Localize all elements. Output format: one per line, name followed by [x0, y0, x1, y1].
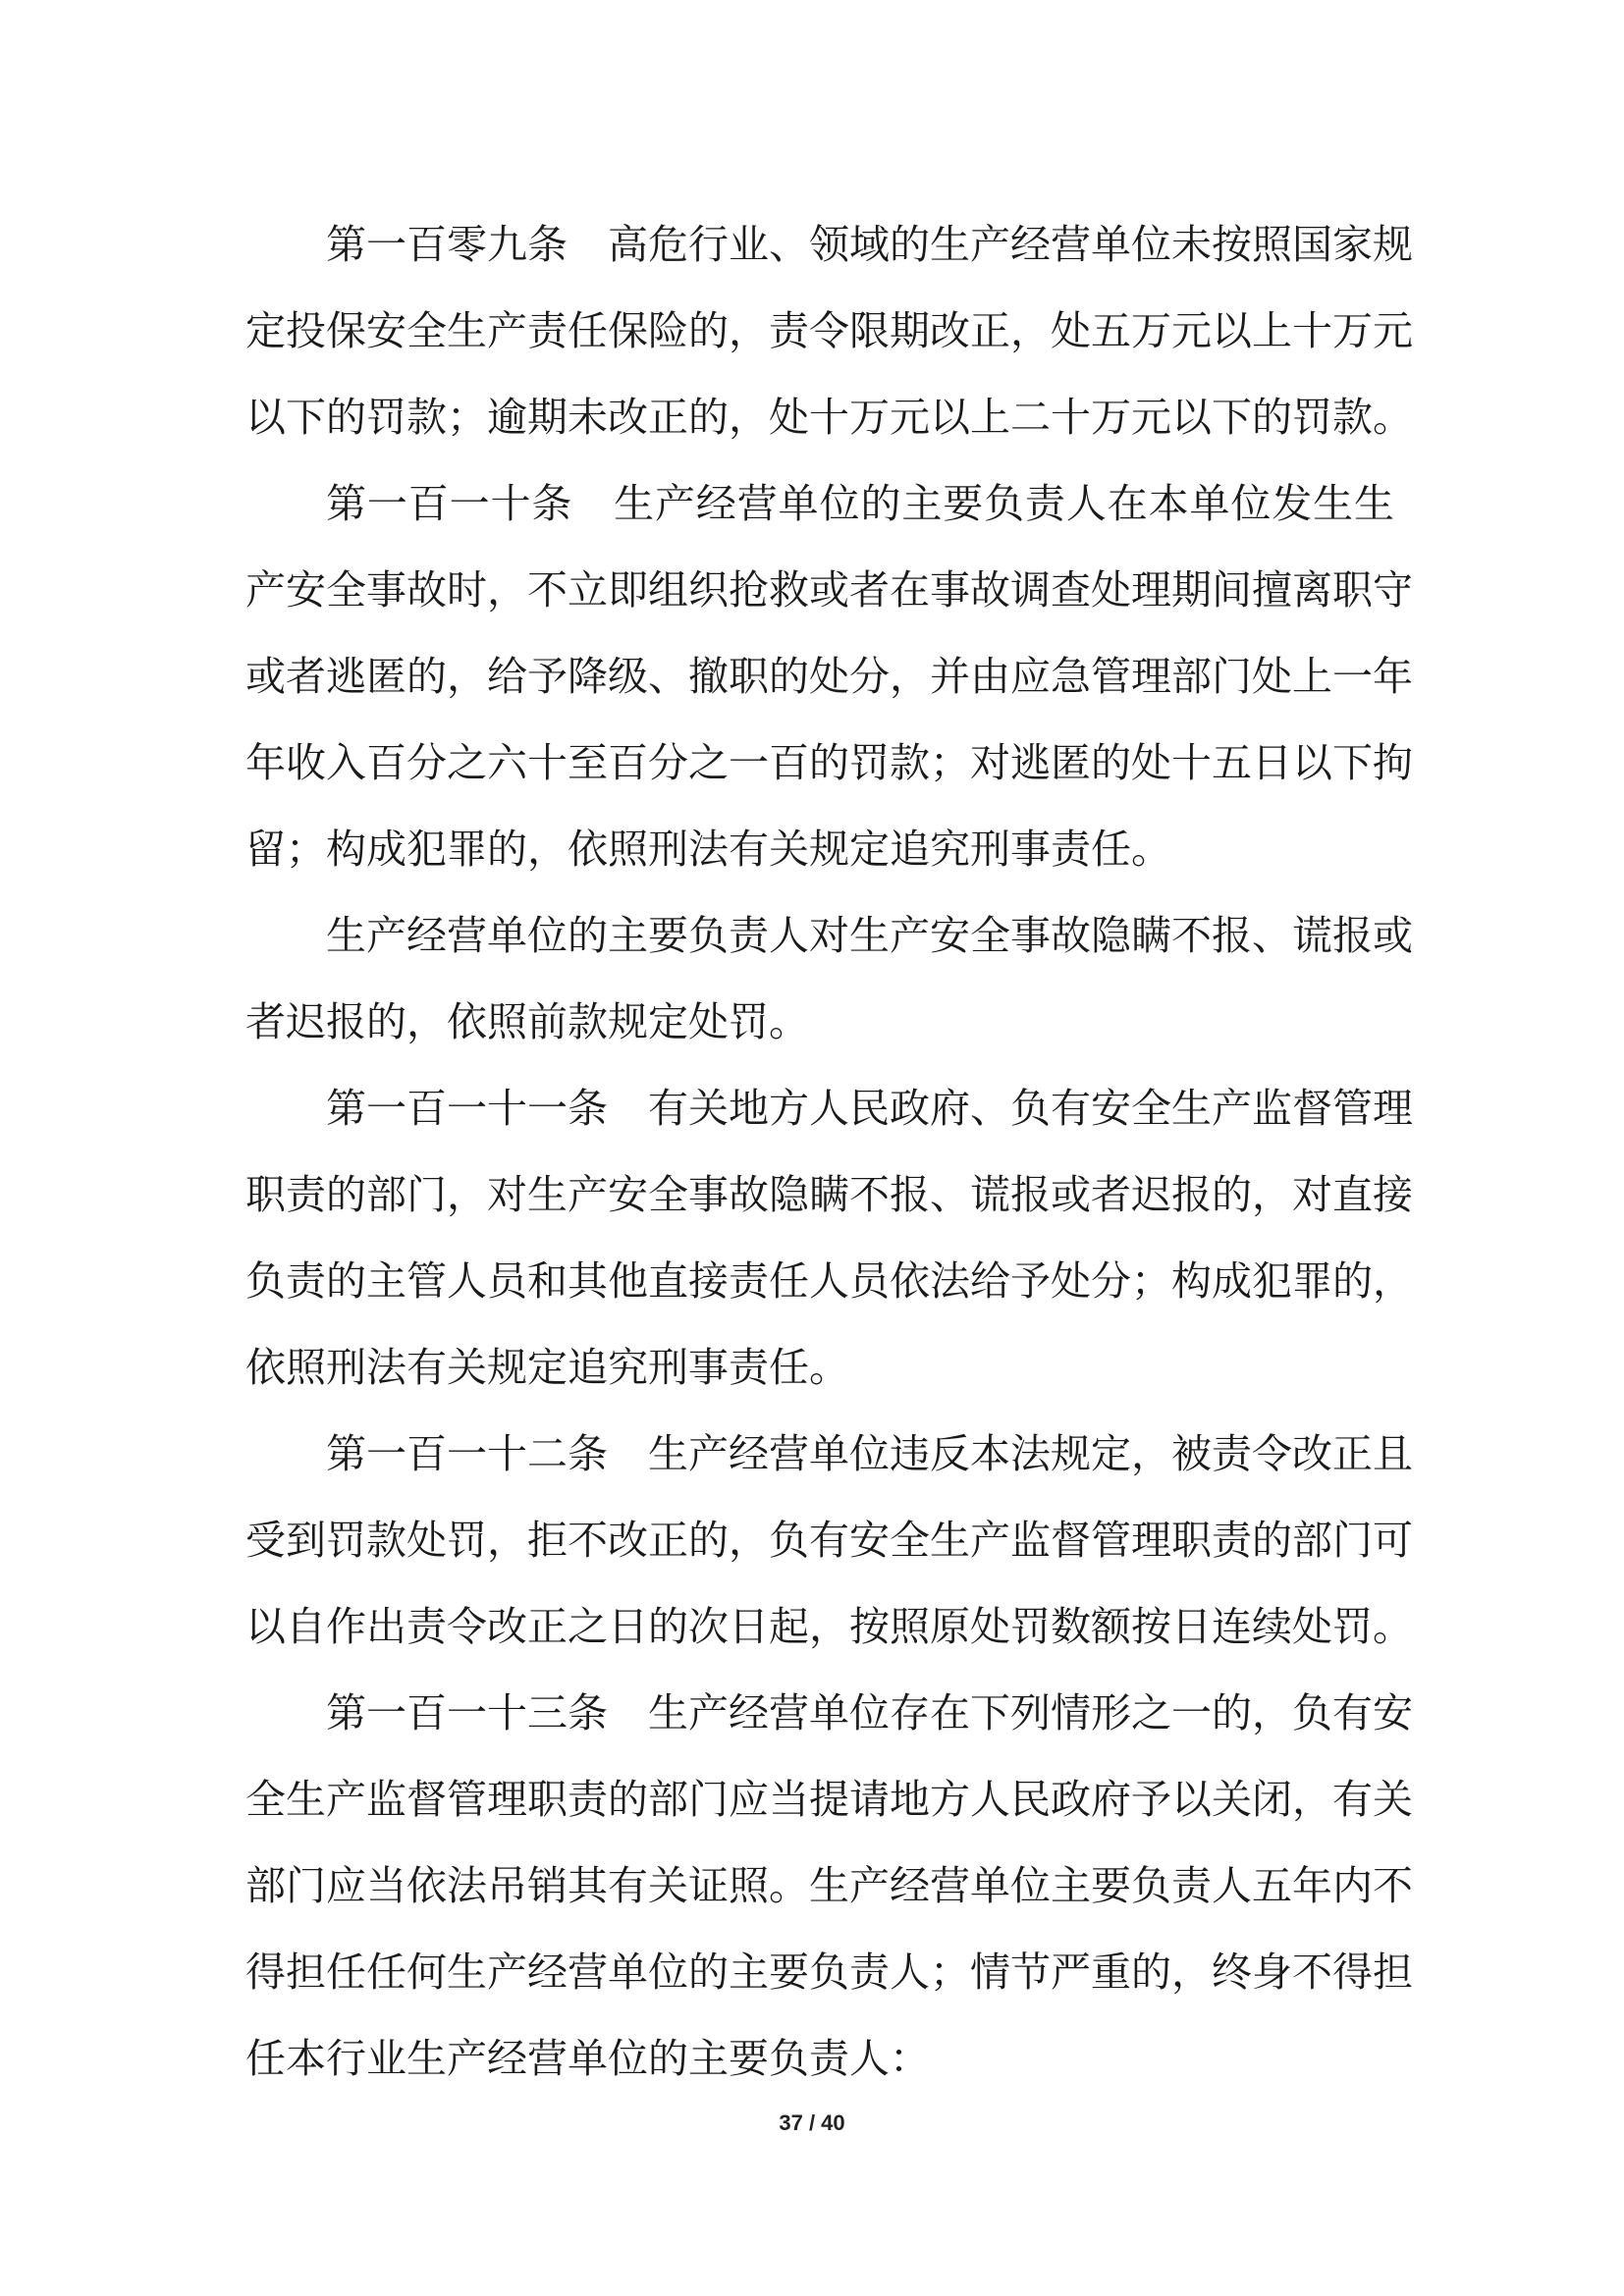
text-line: 依照刑法有关规定追究刑事责任。	[245, 1344, 849, 1391]
text-line: 年收入百分之六十至百分之一百的罚款；对逃匿的处十五日以下拘	[245, 739, 1413, 786]
text-line: 得担任任何生产经营单位的主要负责人；情节严重的，终身不得担	[245, 1949, 1413, 1996]
paragraph-article-113	[245, 1670, 1413, 2102]
text-line: 全生产监督管理职责的部门应当提请地方人民政府予以关闭，有关	[245, 1776, 1413, 1823]
page-number: 37 / 40	[779, 2110, 845, 2135]
paragraph-article-110	[245, 460, 1413, 892]
text-line: 第一百一十条 生产经营单位的主要负责人在本单位发生生	[326, 480, 1394, 527]
paragraph-article-110-clause-2	[245, 892, 1413, 1065]
text-line: 部门应当依法吊销其有关证照。生产经营单位主要负责人五年内不	[245, 1862, 1413, 1909]
text-line: 负责的主管人员和其他直接责任人员依法给予处分；构成犯罪的，	[245, 1257, 1413, 1305]
text-line: 第一百一十一条 有关地方人民政府、负有安全生产监督管理	[326, 1085, 1413, 1132]
text-line: 生产经营单位的主要负责人对生产安全事故隐瞒不报、谎报或	[326, 912, 1413, 959]
text-line: 第一百一十二条 生产经营单位违反本法规定，被责令改正且	[326, 1430, 1413, 1477]
text-line: 职责的部门，对生产安全事故隐瞒不报、谎报或者迟报的，对直接	[245, 1171, 1413, 1218]
text-line: 以下的罚款；逾期未改正的，处十万元以上二十万元以下的罚款。	[245, 394, 1413, 441]
paragraph-article-112	[245, 1411, 1413, 1670]
paragraph-article-109	[245, 201, 1413, 460]
document-body	[245, 201, 1413, 2102]
text-line: 产安全事故时，不立即组织抢救或者在事故调查处理期间擅离职守	[245, 566, 1413, 614]
text-line: 受到罚款处罚，拒不改正的，负有安全生产监督管理职责的部门可	[245, 1517, 1413, 1564]
text-line: 留；构成犯罪的，依照刑法有关规定追究刑事责任。	[245, 826, 1171, 873]
text-line: 或者逃匿的，给予降级、撤职的处分，并由应急管理部门处上一年	[245, 653, 1413, 700]
paragraph-article-111	[245, 1065, 1413, 1411]
text-line: 者迟报的，依照前款规定处罚。	[245, 998, 809, 1045]
text-line: 第一百一十三条 生产经营单位存在下列情形之一的，负有安	[326, 1689, 1413, 1736]
text-line: 第一百零九条 高危行业、领域的生产经营单位未按照国家规	[326, 221, 1413, 268]
text-line: 以自作出责令改正之日的次日起，按照原处罚数额按日连续处罚。	[245, 1603, 1413, 1650]
text-line: 任本行业生产经营单位的主要负责人：	[245, 2035, 930, 2082]
text-line: 定投保安全生产责任保险的，责令限期改正，处五万元以上十万元	[245, 307, 1413, 354]
